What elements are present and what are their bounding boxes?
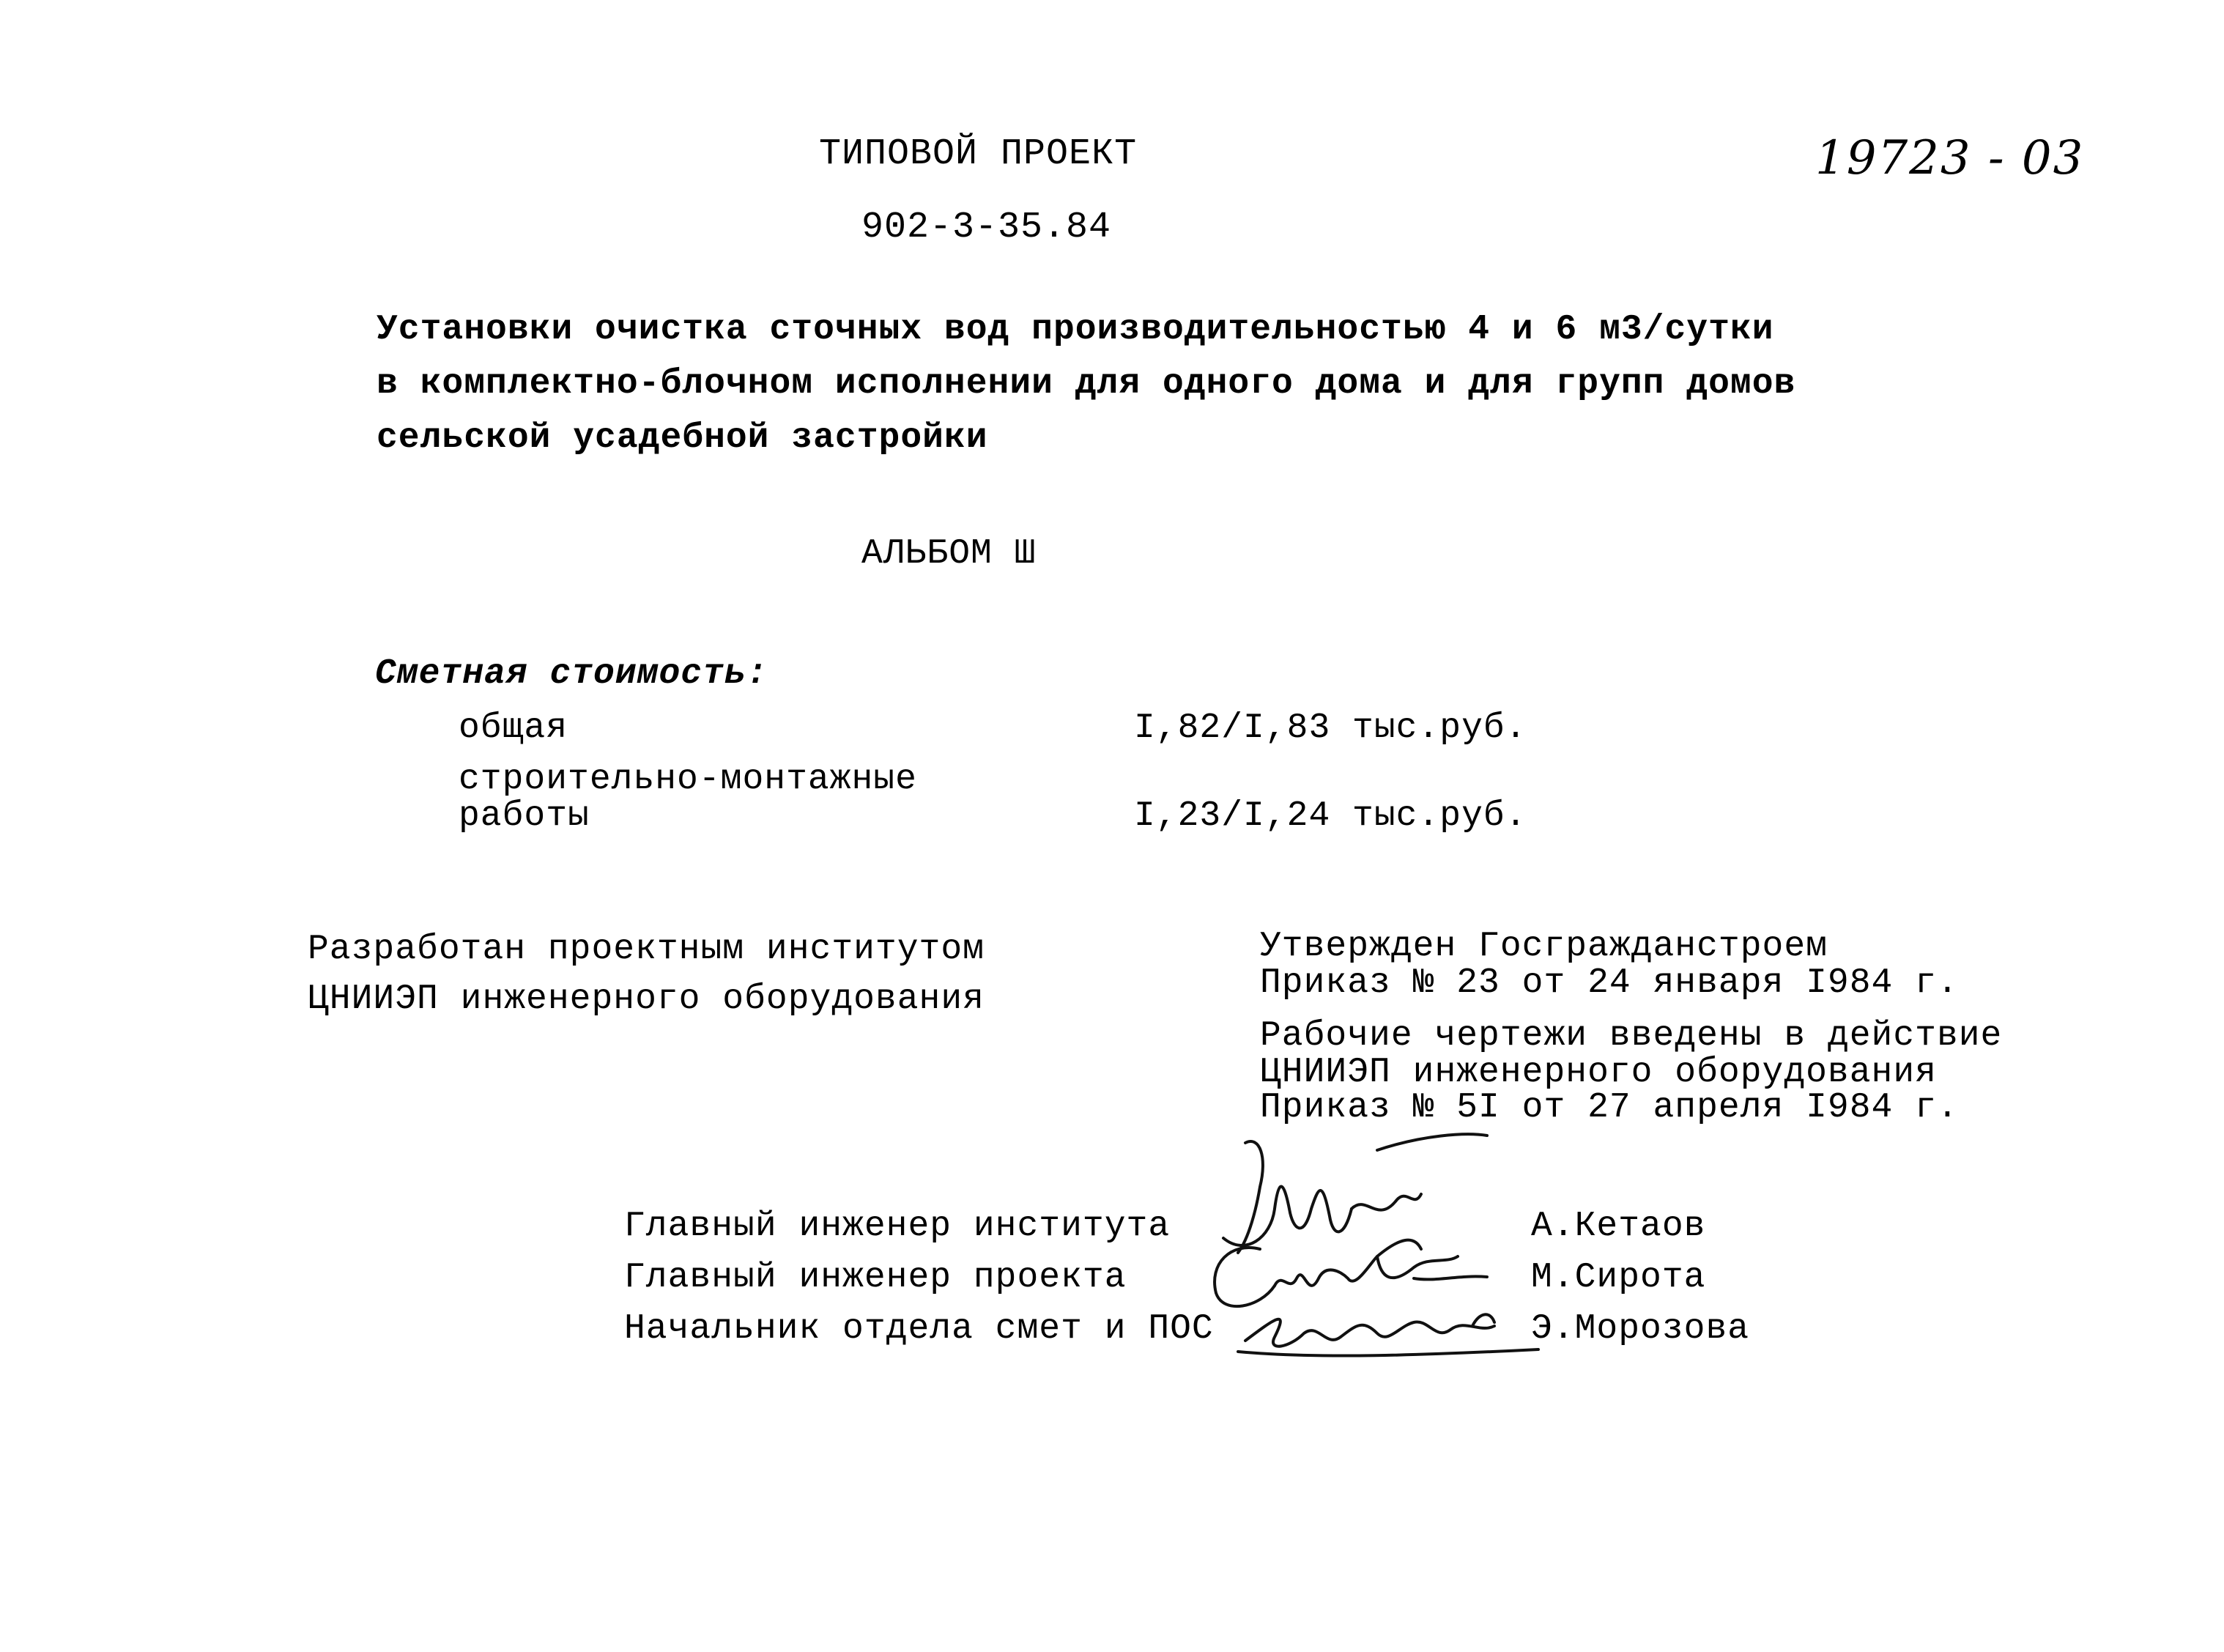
signatory-name-2: М.Сирота: [1531, 1258, 1706, 1297]
project-number: 902-3-35.84: [861, 207, 1112, 248]
signatory-position-3: Начальник отдела смет и ПОС: [624, 1309, 1214, 1349]
approval-line-1: Утвержден Госгражданстроем: [1260, 927, 1828, 966]
cost-total-label: общая: [459, 708, 568, 748]
signatory-name-1: А.Кетаов: [1531, 1207, 1706, 1246]
title-line-1: Установки очистка сточных вод производительностью 4 и 6 м3/сутки: [377, 310, 1774, 349]
archive-number: 19723 - 03: [1815, 131, 2085, 185]
title-line-3: сельской усадебной застройки: [377, 418, 988, 458]
cost-construction-label-2: работы: [459, 796, 590, 836]
developer-line-1: Разработан проектным институтом: [308, 930, 985, 969]
cost-heading: Сметная стоимость:: [375, 654, 768, 694]
cost-construction-label-1: строительно-монтажные: [459, 760, 917, 799]
developer-line-2: ЦНИИЭП инженерного оборудования: [308, 979, 985, 1019]
cost-total-value: I,82/I,83 тыс.руб.: [1134, 708, 1527, 748]
approval-line-4: ЦНИИЭП инженерного оборудования: [1260, 1053, 1937, 1092]
approval-line-3: Рабочие чертежи введены в действие: [1260, 1016, 2003, 1056]
signatory-position-2: Главный инженер проекта: [624, 1258, 1127, 1297]
cost-construction-value: I,23/I,24 тыс.руб.: [1134, 796, 1527, 836]
album-label: АЛЬБОМ Ш: [861, 534, 1037, 574]
approval-line-5: Приказ № 5I от 27 апреля I984 г.: [1260, 1088, 1959, 1127]
signatory-name-3: Э.Морозова: [1531, 1309, 1750, 1349]
title-line-2: в комплектно-блочном исполнении для одного дома и для групп домов: [377, 364, 1796, 404]
signatory-position-1: Главный инженер института: [624, 1207, 1171, 1246]
signature-morozova: [1231, 1297, 1553, 1370]
project-type-heading: ТИПОВОЙ ПРОЕКТ: [819, 133, 1138, 175]
approval-line-2: Приказ № 23 от 24 января I984 г.: [1260, 963, 1959, 1003]
